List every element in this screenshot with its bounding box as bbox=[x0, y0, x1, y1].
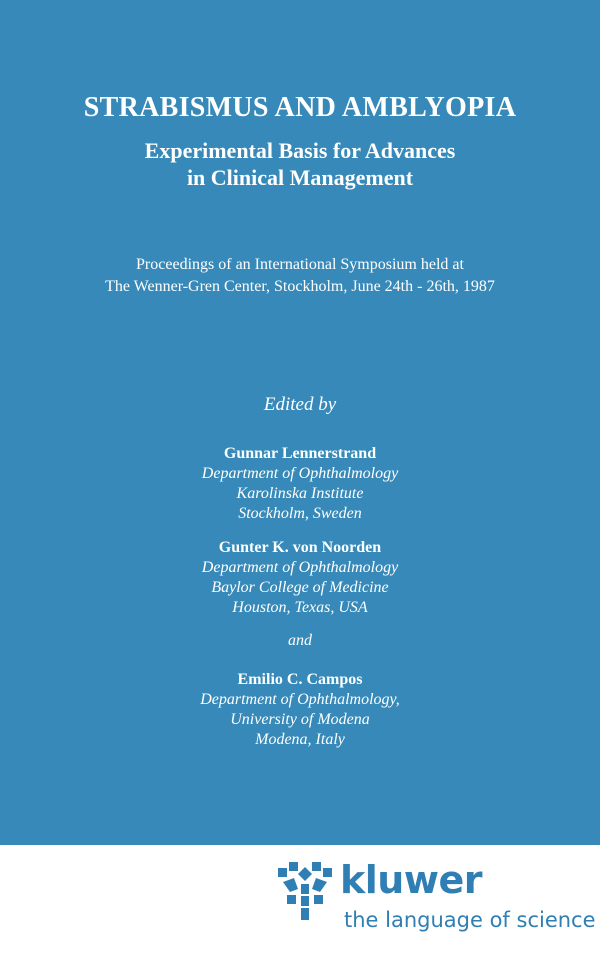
subtitle-line: in Clinical Management bbox=[186, 165, 414, 190]
editor-affiliation-line: Houston, Texas, USA bbox=[232, 599, 368, 616]
editor-block bbox=[0, 670, 600, 750]
subtitle-line: Experimental Basis for Advances bbox=[144, 138, 456, 163]
editor-affiliation-line: University of Modena bbox=[230, 711, 370, 728]
editor-block bbox=[0, 444, 600, 524]
editor-affiliation-line: Modena, Italy bbox=[255, 731, 345, 748]
and-connector: and bbox=[288, 632, 312, 649]
kluwer-arrows-logo-icon bbox=[278, 862, 332, 922]
editor-affiliation-line: Baylor College of Medicine bbox=[211, 579, 389, 596]
book-title: STRABISMUS AND AMBLYOPIA bbox=[83, 92, 517, 123]
editor-affiliation-line: Department of Ophthalmology bbox=[201, 465, 399, 482]
editor-name: Gunter K. von Noorden bbox=[218, 539, 382, 556]
editor-block bbox=[0, 538, 600, 618]
publisher-tagline: the language of science bbox=[344, 908, 596, 932]
editor-name: Gunnar Lennerstrand bbox=[223, 445, 377, 462]
editor-affiliation-line: Stockholm, Sweden bbox=[238, 505, 362, 522]
publisher-logo bbox=[278, 858, 596, 937]
editor-affiliation-line: Department of Ophthalmology bbox=[201, 559, 399, 576]
edited-by-label: Edited by bbox=[263, 394, 337, 415]
proceedings-line: Proceedings of an International Symposium held at bbox=[136, 256, 464, 273]
publisher-brand: kluwer bbox=[340, 858, 482, 902]
proceedings-line: The Wenner-Gren Center, Stockholm, June 24th - 26th, 1987 bbox=[105, 278, 495, 295]
editor-name: Emilio C. Campos bbox=[237, 671, 363, 688]
editor-affiliation-line: Department of Ophthalmology, bbox=[200, 691, 400, 708]
editor-affiliation-line: Karolinska Institute bbox=[236, 485, 364, 502]
book-subtitle bbox=[0, 137, 600, 191]
proceedings-note bbox=[0, 254, 600, 298]
